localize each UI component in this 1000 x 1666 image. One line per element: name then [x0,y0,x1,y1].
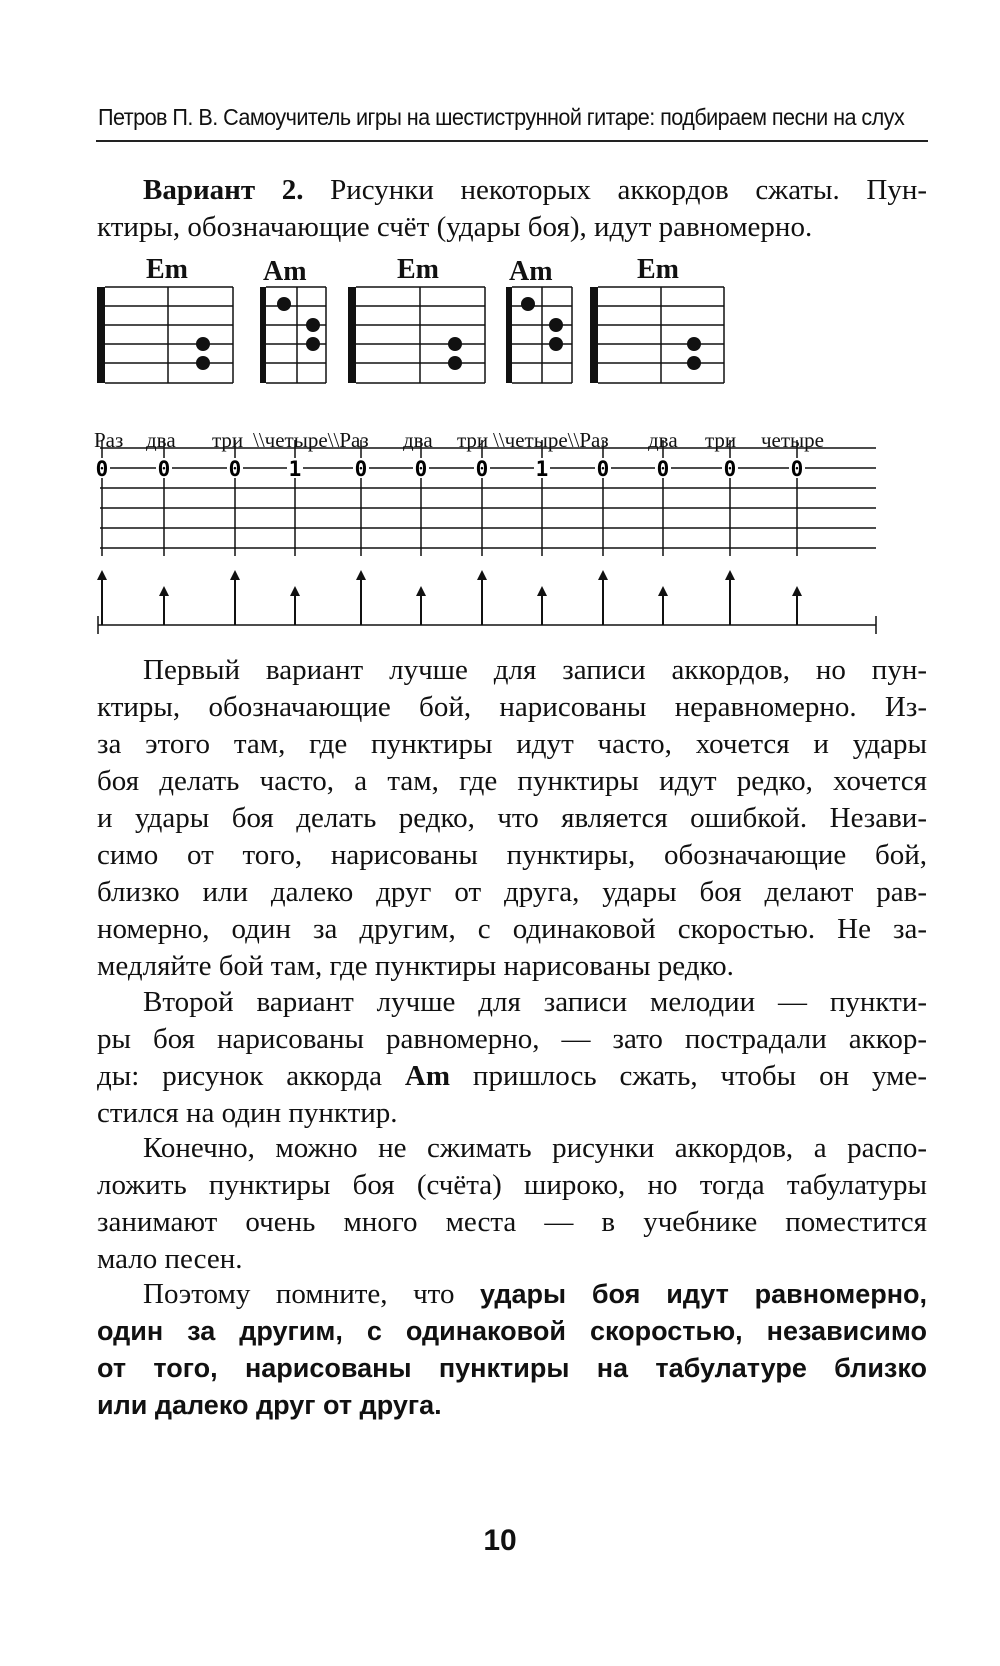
up-arrow-icon [416,586,426,596]
finger-dot [448,356,462,370]
up-arrow-icon [290,586,300,596]
paragraph-3 [97,1130,927,1278]
emphasis-line: один за другим, с одинаковой скоростью, независимо [97,1316,927,1346]
finger-dot [306,318,320,332]
count-label: два [648,428,678,452]
finger-dot [687,356,701,370]
chord-diagram-em [97,287,233,383]
tab-fret-number: 0 [656,457,670,481]
tab-numbers [94,457,805,481]
up-arrow-icon [230,570,240,580]
count-label: три [212,428,244,452]
finger-dot [448,337,462,351]
tab-fret-number: 0 [596,457,610,481]
count-label: Раз [94,428,124,452]
chord-reference: Am [404,1060,451,1092]
paragraph-line: симо от того, нарисованы пунктиры, обозначающие бой, [97,839,927,871]
variant-label: Вариант 2. [143,174,304,206]
paragraph-line: мало песен. [97,1243,243,1275]
finger-dot [196,356,210,370]
chord-name: Am [263,256,307,287]
count-label: три [457,428,489,452]
count-label: \\четыре\\Раз [493,428,609,452]
finger-dot [687,337,701,351]
paragraph-line: стился на один пунктир. [97,1097,398,1129]
strum-arrows [97,570,802,625]
chord-name: Em [146,254,188,285]
chord-name: Em [397,254,439,285]
paragraph-line: номерно, один за другим, с одинаковой скоростью. Не за- [97,913,927,945]
paragraph-1 [97,652,927,985]
emphasis-line: или далеко друг от друга. [97,1390,442,1420]
page-number: 10 [483,1524,517,1557]
emphasis-text: удары боя идут равномерно, [480,1279,927,1309]
paragraph-line: ры боя нарисованы равномерно, — зато пострадали аккор- [97,1023,927,1055]
paragraph-line: близко или далеко друг от друга, удары боя делают рав- [97,876,927,908]
emphasis-line: от того, нарисованы пунктиры на табулатуре близко [97,1353,927,1383]
paragraph-4 [97,1276,927,1424]
paragraph-line: ктиры, обозначающие бой, нарисованы неравномерно. Из- [97,691,927,723]
count-label: четыре [761,428,824,452]
tab-fret-number: 0 [157,457,171,481]
paragraph-line [97,1058,927,1095]
tab-fret-number: 1 [288,457,302,481]
chord-name: Am [509,256,553,287]
count-label: три [705,428,737,452]
count-label: два [403,428,433,452]
paragraph-text: Поэтому помните, что [143,1278,481,1310]
chord-diagram-em [348,287,485,383]
up-arrow-icon [537,586,547,596]
up-arrow-icon [477,570,487,580]
tab-fret-number: 0 [475,457,489,481]
tab-fret-number: 0 [228,457,242,481]
paragraph-line: Конечно, можно не сжимать рисунки аккордов, а распо- [143,1132,927,1164]
chord-name: Em [637,254,679,285]
paragraph-line: Второй вариант лучше для записи мелодии — пункти- [143,986,927,1018]
tab-fret-number: 0 [95,457,109,481]
up-arrow-icon [356,570,366,580]
paragraph-2 [97,984,927,1132]
up-arrow-icon [97,570,107,580]
tab-fret-number: 0 [723,457,737,481]
tab-fret-number: 0 [414,457,428,481]
finger-dot [521,297,535,311]
paragraph-line: за этого там, где пунктиры идут часто, хочется и удары [97,728,927,760]
paragraph-line: боя делать часто, а там, где пунктиры идут редко, хочется [97,765,927,797]
up-arrow-icon [792,586,802,596]
chord-diagram-am [260,287,326,383]
finger-dot [549,337,563,351]
beat-ticks [102,440,797,556]
paragraph-line: и удары боя делать редко, что является ошибкой. Незави- [97,802,927,834]
paragraph-line: занимают очень много места — в учебнике поместится [97,1206,927,1238]
up-arrow-icon [725,570,735,580]
paragraph-line: ложить пунктиры боя (счёта) широко, но тогда табулатуры [97,1169,927,1201]
finger-dot [277,297,291,311]
intro-line-1-text: Рисунки некоторых аккордов сжаты. Пун- [303,174,927,206]
paragraph-line [97,1276,927,1313]
up-arrow-icon [598,570,608,580]
tab-fret-number: 0 [354,457,368,481]
tab-fret-number: 0 [790,457,804,481]
paragraph-text: пришлось сжать, чтобы он уме- [450,1060,927,1092]
intro-line-2: ктиры, обозначающие счёт (удары боя), идут равномерно. [97,211,813,243]
count-label: \\четыре\\Раз [253,428,369,452]
tab-figure [0,0,1000,660]
running-header: Петров П. В. Самоучитель игры на шестиструнной гитаре: подбираем песни на слух [98,104,905,130]
paragraph-line: медляйте бой там, где пунктиры нарисованы редко. [97,950,734,982]
finger-dot [306,337,320,351]
up-arrow-icon [658,586,668,596]
paragraph-text: ды: рисунок аккорда [97,1060,405,1092]
paragraph-line: Первый вариант лучше для записи аккордов, но пун- [143,654,927,686]
finger-dot [196,337,210,351]
finger-dot [549,318,563,332]
chord-diagram-em [590,287,724,383]
chord-diagram-am [506,287,572,383]
count-label: два [146,428,176,452]
tab-fret-number: 1 [535,457,549,481]
up-arrow-icon [159,586,169,596]
